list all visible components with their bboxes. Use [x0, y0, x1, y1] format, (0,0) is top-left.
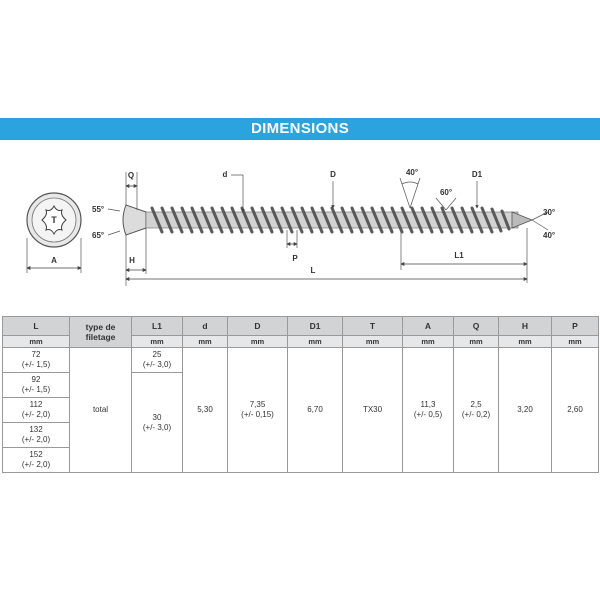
cell-L1-first: 25 (+/- 3,0)	[132, 348, 183, 373]
unit-d: mm	[183, 336, 228, 348]
cell-L: 132 (+/- 2,0)	[3, 423, 70, 448]
unit-P: mm	[552, 336, 599, 348]
unit-H: mm	[499, 336, 552, 348]
dim-label-d: d	[222, 170, 228, 179]
screw-side-view	[123, 205, 532, 235]
unit-L: mm	[3, 336, 70, 348]
section-banner	[0, 118, 600, 140]
header-P: P	[552, 317, 599, 336]
header-d: d	[183, 317, 228, 336]
angle-40-tip-label: 40°	[543, 231, 556, 240]
cell-type: total	[70, 348, 132, 473]
angle-60-label: 60°	[439, 188, 453, 197]
angle-40-top-label: 40°	[405, 168, 419, 177]
header-L: L	[3, 317, 70, 336]
header-type: type de filetage	[70, 317, 132, 348]
header-Q: Q	[454, 317, 499, 336]
cell-L: 72 (+/- 1,5)	[3, 348, 70, 373]
cell-P: 2,60	[552, 348, 599, 473]
dim-label-D1: D1	[471, 170, 483, 179]
header-D: D	[228, 317, 288, 336]
screw-technical-drawing	[0, 148, 600, 298]
dim-label-Q: Q	[127, 171, 135, 180]
cell-D: 7,35 (+/- 0,15)	[228, 348, 288, 473]
angle-30-label: 30°	[543, 208, 556, 217]
dim-label-L1: L1	[454, 251, 464, 260]
cell-L1-rest: 30 (+/- 3,0)	[132, 373, 183, 473]
dim-label-A-head: A	[51, 256, 57, 265]
cell-T: TX30	[343, 348, 403, 473]
table-row	[3, 348, 599, 373]
header-T: T	[343, 317, 403, 336]
header-H: H	[499, 317, 552, 336]
header-L1: L1	[132, 317, 183, 336]
cell-Q: 2,5 (+/- 0,2)	[454, 348, 499, 473]
cell-L: 152 (+/- 2,0)	[3, 448, 70, 473]
unit-Q: mm	[454, 336, 499, 348]
cell-L: 112 (+/- 2,0)	[3, 398, 70, 423]
angle-55-label: 55°	[92, 205, 105, 214]
unit-A: mm	[403, 336, 454, 348]
unit-D1: mm	[288, 336, 343, 348]
cell-A: 11,3 (+/- 0,5)	[403, 348, 454, 473]
angle-65-label: 65°	[92, 231, 105, 240]
section-title: DIMENSIONS	[250, 120, 349, 137]
dim-label-H: H	[129, 256, 135, 265]
cell-D1: 6,70	[288, 348, 343, 473]
unit-D: mm	[228, 336, 288, 348]
header-A: A	[403, 317, 454, 336]
unit-T: mm	[343, 336, 403, 348]
unit-L1: mm	[132, 336, 183, 348]
head-top-view	[27, 193, 81, 273]
head-letter-T: T	[51, 215, 57, 225]
header-D1: D1	[288, 317, 343, 336]
dim-label-D: D	[330, 170, 336, 179]
cell-d: 5,30	[183, 348, 228, 473]
cell-L: 92 (+/- 1,5)	[3, 373, 70, 398]
cell-H: 3,20	[499, 348, 552, 473]
dimensions-table	[2, 316, 599, 473]
dim-label-L: L	[310, 266, 316, 275]
header-row	[3, 317, 599, 336]
dim-label-P: P	[292, 254, 298, 263]
